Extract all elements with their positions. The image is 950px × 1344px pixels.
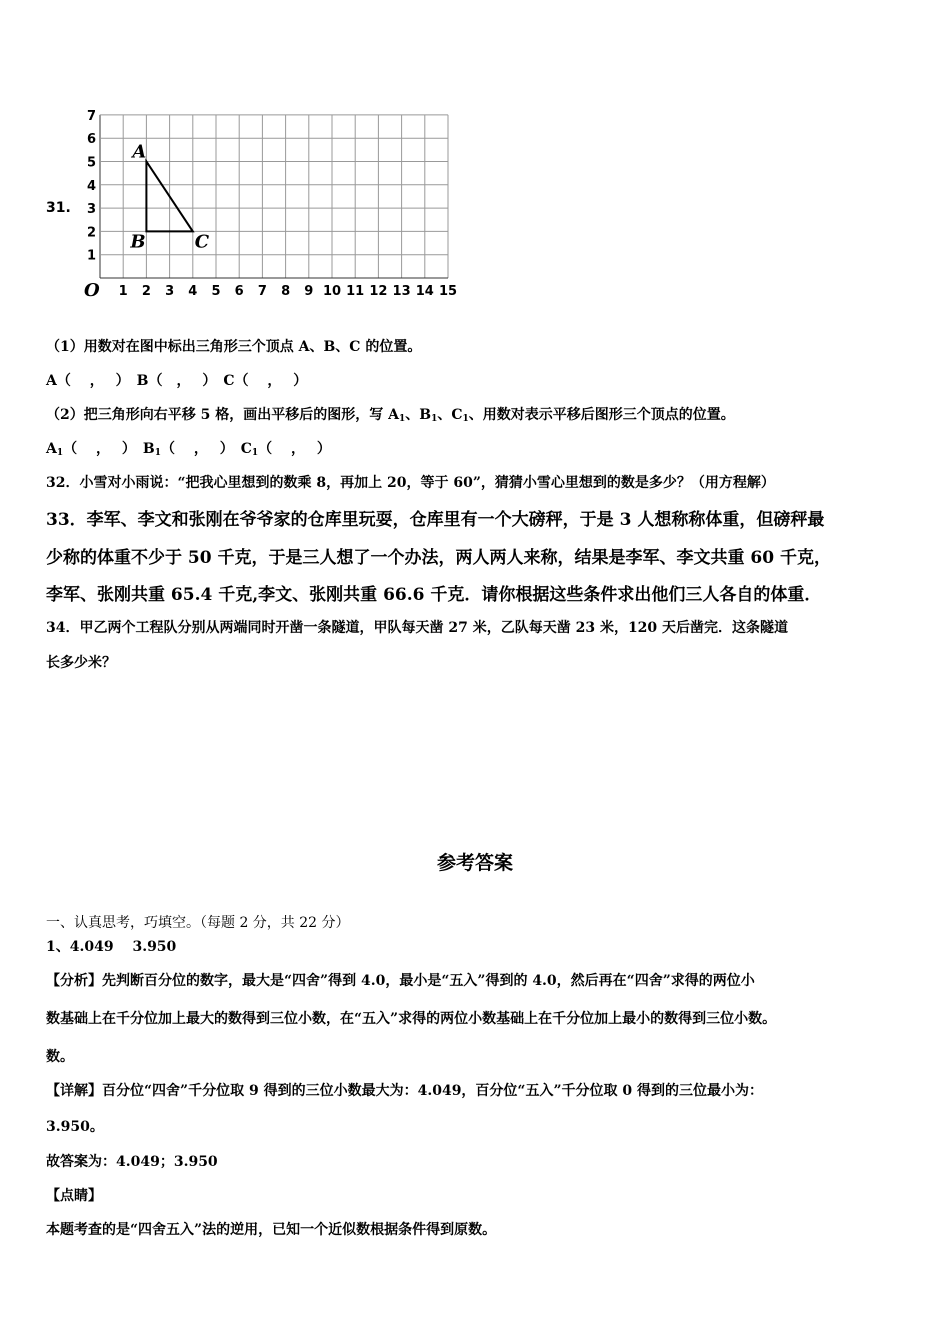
- q33-line: 李军、张刚共重 65.4 千克,李文、张刚共重 66.6 千克．请你根据这些条件求出他们三人各自的体重．: [46, 585, 822, 605]
- x-tick-label: 10: [322, 284, 342, 299]
- x-tick-label: 15: [438, 284, 458, 299]
- vertex-label: B: [130, 231, 146, 253]
- comment: 本题考查的是“四舍五入”法的逆用，已知一个近似数根据条件得到原数。: [46, 1222, 497, 1238]
- y-tick-label: 4: [86, 178, 96, 194]
- subscript: 1: [56, 448, 64, 458]
- analysis-line: 数。: [46, 1049, 74, 1065]
- x-tick-label: 14: [415, 284, 434, 299]
- coordinate-grid: [40, 100, 470, 300]
- x-tick-label: 3: [165, 284, 175, 299]
- x-tick-label: 12: [369, 284, 388, 299]
- analysis-line: 【分析】先判断百分位的数字，最大是“四舍”得到 4.0，最小是“五入”得到的 4.0，然后再在“四舍”求得的两位小: [46, 973, 755, 989]
- q33-line: 少称的体重不少于 50 千克，于是三人想了一个办法，两人两人来称，结果是李军、李文共重 60 千克，: [46, 548, 831, 568]
- y-tick-label: 7: [86, 108, 96, 124]
- vertex-label: A: [132, 141, 147, 163]
- q33-line: 33．李军、李文和张刚在爷爷家的仓库里玩耍，仓库里有一个大磅秤，于是 3 人想称称体重，但磅秤最: [46, 510, 825, 530]
- text: 、C: [437, 407, 463, 423]
- x-tick-label: 8: [281, 284, 291, 299]
- y-tick-label: 1: [86, 248, 96, 264]
- y-tick-label: 5: [86, 155, 96, 171]
- q31-part1: （1）用数对在图中标出三角形三个顶点 A、B、C 的位置。: [46, 339, 422, 355]
- y-tick-label: 2: [86, 225, 96, 241]
- x-tick-label: 4: [188, 284, 198, 299]
- detail-line: 【详解】百分位“四舍”千分位取 9 得到的三位小数最大为：4.049，百分位“五入”千分位取 0 得到的三位最小为：: [46, 1083, 764, 1099]
- x-tick-label: 7: [257, 284, 267, 299]
- x-tick-label: 2: [141, 284, 151, 299]
- y-tick-label: 3: [86, 202, 96, 218]
- subscript: 1: [398, 414, 406, 424]
- subscript: 1: [251, 448, 259, 458]
- comment-label: 【点睛】: [46, 1188, 102, 1204]
- text: （ ， ）: [258, 441, 331, 457]
- q34-line: 长多少米？: [46, 655, 116, 671]
- question-number: 31.: [46, 200, 71, 217]
- detail-line: 3.950。: [46, 1119, 104, 1135]
- answer-1: 1、4.049 3.950: [46, 939, 177, 955]
- text: 、B: [405, 407, 432, 423]
- x-tick-label: 6: [234, 284, 244, 299]
- text: （ ， ） B: [63, 441, 155, 457]
- q32-text: 32．小雪对小雨说：“把我心里想到的数乘 8，再加上 20，等于 60”，猜猜小雪心里想到的数是多少？（用方程解）: [46, 475, 775, 491]
- analysis-line: 数基础上在千分位加上最大的数得到三位小数，在“五入”求得的两位小数基础上在千分位加上最小的数得到三位小数。: [46, 1011, 777, 1027]
- section-heading: 一、认真思考，巧填空。（每题 2 分，共 22 分）: [46, 915, 350, 931]
- subscript: 1: [154, 448, 161, 458]
- q34-line: 34．甲乙两个工程队分别从两端同时开凿一条隧道，甲队每天凿 27 米，乙队每天凿 23 米，120 天后凿完．这条隧道: [46, 620, 789, 636]
- x-tick-label: 11: [346, 284, 365, 299]
- text: （2）把三角形向右平移 5 格，画出平移后的图形，写 A: [46, 407, 399, 423]
- subscript: 1: [462, 414, 469, 424]
- vertex-label: C: [194, 231, 210, 253]
- text: 、用数对表示平移后图形三个顶点的位置。: [468, 407, 735, 423]
- x-tick-label: 13: [392, 284, 411, 299]
- text: （ ， ） C: [161, 441, 252, 457]
- conclusion: 故答案为：4.049；3.950: [46, 1154, 218, 1170]
- x-tick-label: 5: [211, 284, 221, 299]
- y-tick-label: 6: [86, 132, 96, 148]
- x-tick-label: 9: [304, 284, 314, 299]
- q31-part2: [46, 404, 735, 424]
- origin-label: O: [84, 280, 100, 300]
- answers-title: 参考答案: [436, 852, 513, 874]
- text: A: [46, 441, 57, 457]
- q31-part2-blanks: [46, 438, 331, 458]
- x-tick-label: 1: [118, 284, 128, 299]
- q31-part1-blanks: A（ ， ） B（ ， ） C（ ， ）: [46, 373, 308, 389]
- subscript: 1: [431, 414, 438, 424]
